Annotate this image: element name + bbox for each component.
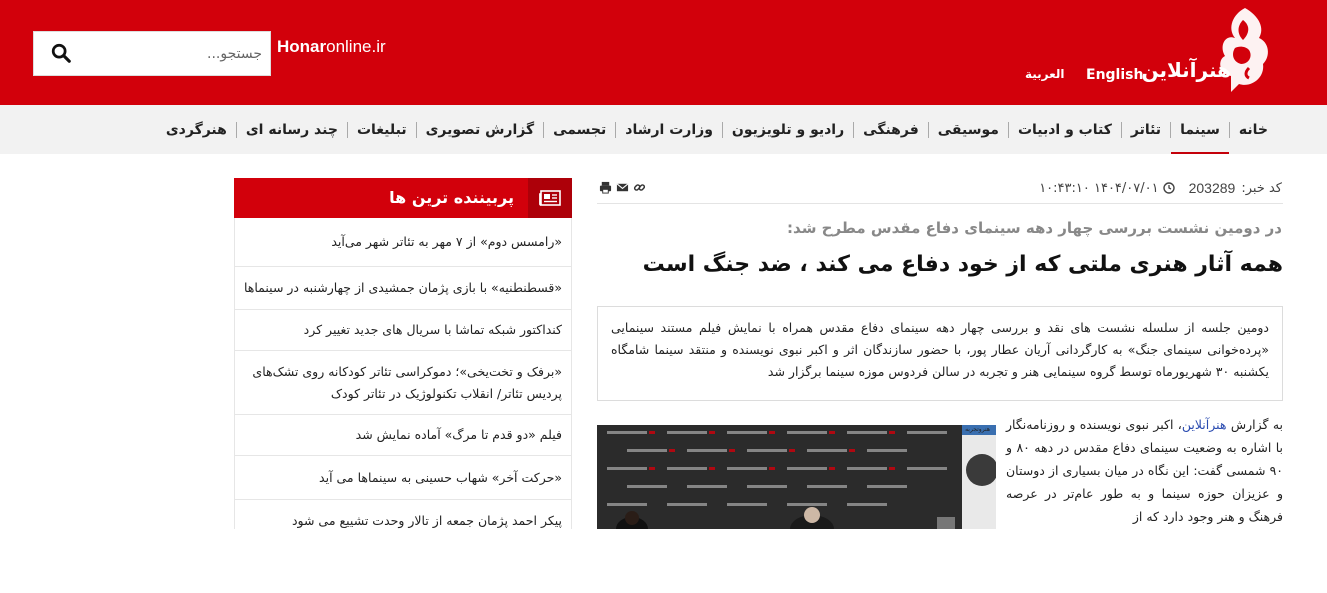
logo-mark-icon	[1205, 4, 1277, 99]
nav-item-multimedia[interactable]: چند رسانه ای	[245, 121, 338, 138]
nav-item-radio-tv[interactable]: رادیو و تلویزیون	[731, 121, 845, 138]
site-logo[interactable]	[1142, 0, 1287, 100]
nav-item-visual-arts[interactable]: تجسمی	[553, 121, 607, 138]
list-item[interactable]: «برفک و تخت‌یخی»؛ دموکراسی تئاتر کودکانه روی تشک‌های پردیس تئاتر/ انقلاب تکنولوژیک در تئاتر کودک	[235, 351, 571, 415]
photo-banner: هنروتجربه	[965, 426, 990, 433]
article-photo[interactable]	[597, 425, 996, 529]
most-viewed-header	[234, 178, 572, 218]
event-photo-image	[597, 425, 996, 529]
search-input[interactable]	[72, 40, 262, 68]
search-icon	[50, 42, 72, 64]
email-icon[interactable]	[616, 181, 629, 194]
body-prefix: به گزارش	[1226, 417, 1283, 432]
newspaper-icon-box	[528, 178, 572, 218]
source-link[interactable]: هنرآنلاین	[1181, 417, 1227, 432]
nav-item-music[interactable]: موسیقی	[937, 121, 999, 138]
nav-list	[157, 105, 1277, 154]
most-viewed-list	[234, 218, 572, 529]
nav-item-photo-report[interactable]: گزارش تصویری	[425, 121, 535, 138]
news-code: 203289	[1188, 180, 1236, 196]
site-domain-rest: online.ir	[326, 37, 386, 56]
lang-english-link[interactable]: English	[1086, 67, 1144, 83]
list-item[interactable]: پیکر احمد پژمان جمعه از تالار وحدت تشییع می شود	[235, 500, 571, 529]
nav-item-culture[interactable]: فرهنگی	[863, 121, 919, 138]
most-viewed-title: پربیننده ترین ها	[389, 188, 514, 207]
list-item[interactable]: «رامسس دوم» از ۷ مهر به تئاتر شهر می‌آید	[235, 218, 571, 267]
article-tools	[599, 181, 646, 194]
nav-item-home[interactable]: خانه	[1238, 121, 1268, 138]
main-nav	[0, 105, 1327, 154]
nav-item-books[interactable]: کتاب و ادبیات	[1017, 121, 1112, 138]
nav-item-cinema[interactable]: سینما	[1171, 105, 1229, 154]
article-title: همه آثار هنری ملتی که از خود دفاع می کند ، ضد جنگ است	[642, 252, 1283, 277]
article-lead: دومین جلسه از سلسله نشست های نقد و بررسی چهار دهه سینمای دفاع مقدس همراه با نمایش فیلم مستند سینمایی «پرده‌خوانی سینمای جنگ» به کارگردانی آریان عطار پور، با حضور سازندگان اثر و اکبر نبوی نویسنده و منتقد سینما شامگاه یکشنبه ۳۰ شهریورماه توسط گروه سینمایی هنر و تجربه در سالن فردوس موزه سینما برگزار شد	[597, 306, 1283, 401]
article-subtitle: در دومین نشست بررسی چهار دهه سینمای دفاع مقدس مطرح شد:	[787, 219, 1282, 237]
lang-arabic-link[interactable]: العربية	[1025, 67, 1065, 81]
list-item[interactable]: فیلم «دو قدم تا مرگ» آماده نمایش شد	[235, 415, 571, 456]
site-domain-bold: Honar	[277, 37, 327, 56]
news-code-label: کد خبر:	[1241, 180, 1282, 196]
list-item[interactable]: «قسطنطنیه» با بازی پژمان جمشیدی از چهارشنبه در سینماها	[235, 267, 571, 310]
article-meta	[1039, 180, 1282, 196]
nav-item-theater[interactable]: تئاتر	[1130, 121, 1162, 138]
body-paragraph: ، اکبر نبوی نویسنده و روزنامه‌نگار با اشاره به وضعیت سینمای دفاع مقدس در دهه ۸۰ و ۹۰ شمسی گفت: این نگاه در میان بسیاری از دوستان و عزیزان حوزه سینما و به طور عام‌تر در عرصه فرهنگ و هنر وجود دارد که از	[1006, 417, 1284, 524]
nav-item-ministry[interactable]: وزارت ارشاد	[625, 121, 713, 138]
meta-divider	[597, 203, 1283, 204]
list-item[interactable]: کنداکتور شبکه تماشا با سریال های جدید تغییر کرد	[235, 310, 571, 351]
logo-text: هنرآنلاین	[1141, 58, 1231, 82]
newspaper-icon	[539, 190, 561, 206]
publish-date: ۱۴۰۴/۰۷/۰۱ ۱۰:۴۳:۱۰	[1039, 180, 1159, 196]
nav-item-ads[interactable]: تبلیغات	[356, 121, 407, 138]
site-header	[0, 0, 1327, 105]
clock-icon	[1163, 182, 1175, 194]
link-icon[interactable]	[633, 181, 646, 194]
article-body	[1006, 413, 1283, 528]
list-item[interactable]: «حرکت آخر» شهاب حسینی به سینماها می آید	[235, 456, 571, 500]
search-button[interactable]	[50, 42, 74, 66]
search-box	[33, 31, 271, 76]
print-icon[interactable]	[599, 181, 612, 194]
nav-item-tourism[interactable]: هنرگردی	[165, 121, 227, 138]
site-domain	[277, 37, 386, 57]
